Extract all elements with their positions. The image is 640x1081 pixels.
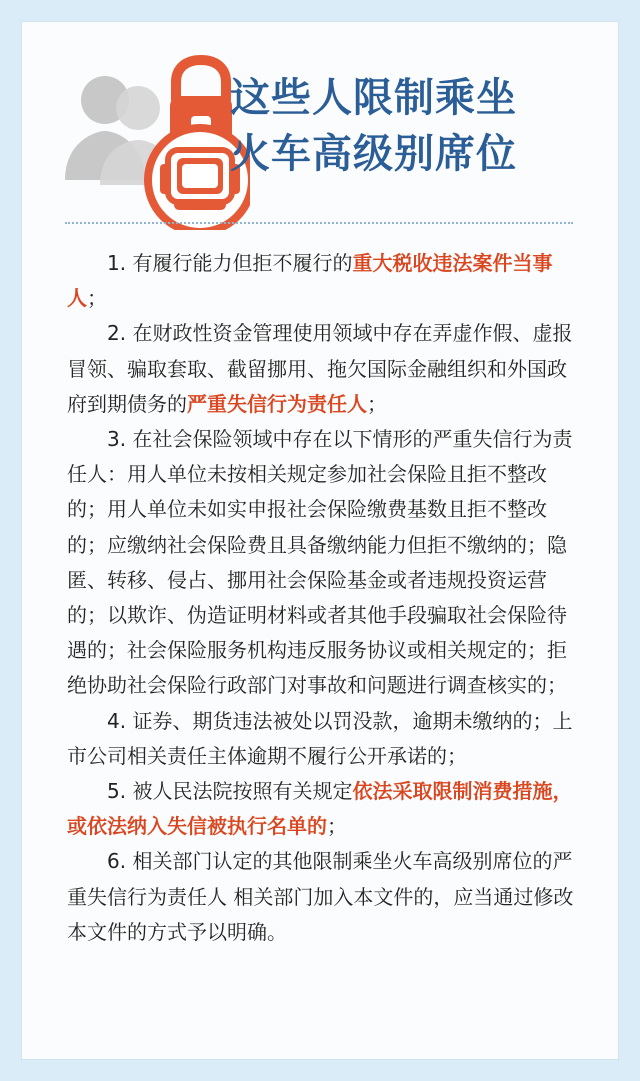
rule-4-text: 4. 证券、期货违法被处以罚没款，逾期未缴纳的；上市公司相关责任主体逾期不履行公开承诺的；: [67, 708, 573, 768]
title-line-1: 这些人限制乘坐: [230, 75, 517, 121]
header-illustration: [50, 30, 250, 230]
header-graphic: [50, 30, 250, 230]
rule-5-highlight: 依法采取限制消费措施，或依法纳入失信被执行名单的: [67, 779, 573, 839]
rule-item-1: [67, 246, 577, 316]
rule-item-5: [67, 774, 577, 844]
rule-1-highlight: 重大税收违法案件当事人: [67, 251, 553, 311]
rule-item-2: [67, 316, 577, 422]
rules-list: [67, 246, 577, 950]
rule-2-text: 2. 在财政性资金管理使用领域中存在弄虚作假、虚报冒领、骗取套取、截留挪用、拖欠国际金融组织和外国政府到期债务的: [67, 321, 573, 416]
rule-5-text: 5. 被人民法院按照有关规定: [107, 779, 353, 804]
rule-1-text: 1. 有履行能力但拒不履行的: [107, 251, 353, 275]
rule-2-highlight: 严重失信行为责任人: [187, 391, 367, 416]
rule-item-4: [67, 704, 577, 774]
rule-3-text: 3. 在社会保险领域中存在以下情形的严重失信行为责任人：用人单位未按相关规定参加社会保险且拒不整改的；用人单位未如实申报社会保险缴费基数且拒不整改的；应缴纳社会保险费且具备缴纳能力但拒不缴纳的；隐匿、转移、侵占、挪用社会保险基金或者违规投资运营的；以欺诈、伪造证明材料或者其他手段骗取社会保险待遇的；社会保险服务机构违反服务协议或相关规定的；拒绝协助社会保险行政部门对事故和问题进行调查核实的；: [67, 427, 573, 698]
rule-6-text: 6. 相关部门认定的其他限制乘坐火车高级别席位的严重失信行为责任人 相关部门加入本文件的，应当通过修改本文件的方式予以明确。: [67, 849, 574, 944]
rule-1-end: ；: [87, 286, 107, 311]
rule-item-3: [67, 422, 577, 704]
title-line-2: 火车高级别席位: [230, 131, 517, 177]
dotted-divider: [65, 222, 573, 224]
rule-item-6: [67, 844, 577, 950]
rule-5-end: ；: [327, 814, 347, 839]
rule-2-end: ；: [367, 391, 387, 416]
page-title: [230, 70, 590, 182]
